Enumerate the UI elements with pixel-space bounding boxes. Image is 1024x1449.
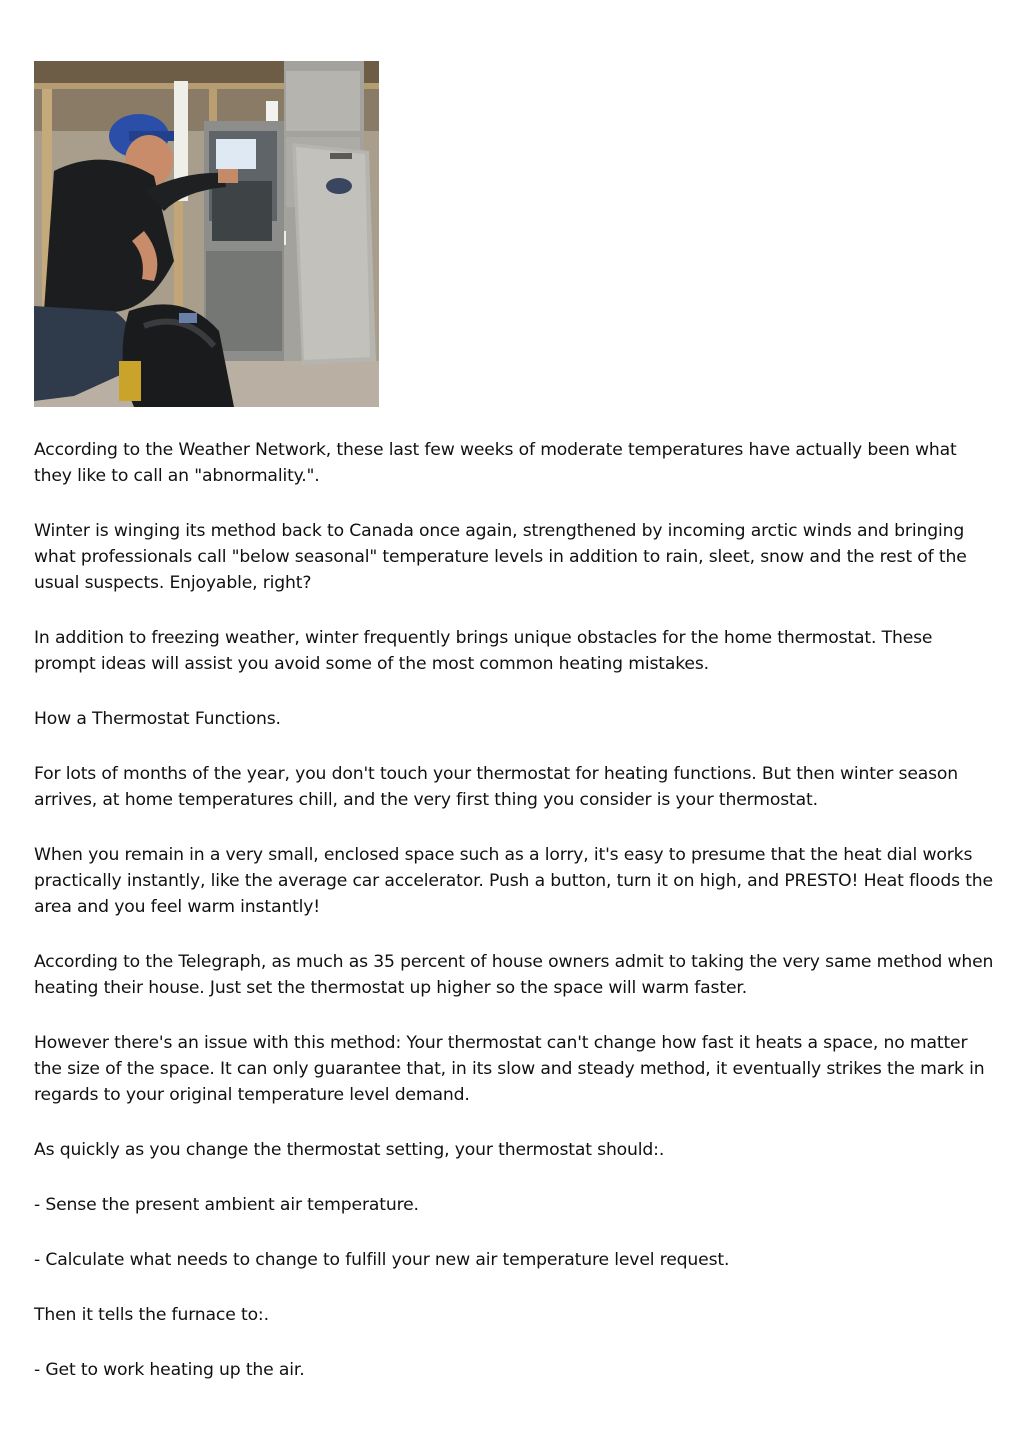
article-paragraph: According to the Weather Network, these last few weeks of moderate temperatures have actually been what they like to call an "abnormality.". xyxy=(34,440,957,486)
article-paragraph: Then it tells the furnace to:. xyxy=(34,1305,269,1325)
article-paragraph: For lots of months of the year, you don't touch your thermostat for heating functions. But then winter season arrives, at home temperatures chill, and the very first thing you consider is your thermostat. xyxy=(34,764,959,810)
article-paragraph: When you remain in a very small, enclosed space such as a lorry, it's easy to presume that the heat dial works practically instantly, like the average car accelerator. Push a button, turn it on high, and PRESTO! Heat floods the area and you feel warm instantly! xyxy=(34,845,993,917)
article-paragraph: However there's an issue with this method: Your thermostat can't change how fast it heats a space, no matter the size of the space. It can only guarantee that, in its slow and steady method, it eventually strikes the mark in regards to your original temperature level demand. xyxy=(34,1033,985,1105)
list-item: - Get to work heating up the air. xyxy=(34,1360,305,1380)
article-paragraph: As quickly as you change the thermostat setting, your thermostat should:. xyxy=(34,1140,665,1160)
article-body xyxy=(34,437,994,1412)
article-paragraph: Winter is winging its method back to Canada once again, strengthened by incoming arctic winds and bringing what professionals call "below seasonal" temperature levels in addition to rain, sleet, snow and the rest of the usual suspects. Enjoyable, right? xyxy=(34,521,967,593)
list-item: - Sense the present ambient air temperature. xyxy=(34,1195,419,1215)
section-heading: How a Thermostat Functions. xyxy=(34,709,281,729)
article-paragraph: In addition to freezing weather, winter frequently brings unique obstacles for the home thermostat. These prompt ideas will assist you avoid some of the most common heating mistakes. xyxy=(34,628,933,674)
article-paragraph: According to the Telegraph, as much as 35 percent of house owners admit to taking the very same method when heating their house. Just set the thermostat up higher so the space will warm faster. xyxy=(34,952,994,998)
furnace-technician-photo xyxy=(34,61,379,407)
list-item: - Calculate what needs to change to fulfill your new air temperature level request. xyxy=(34,1250,730,1270)
